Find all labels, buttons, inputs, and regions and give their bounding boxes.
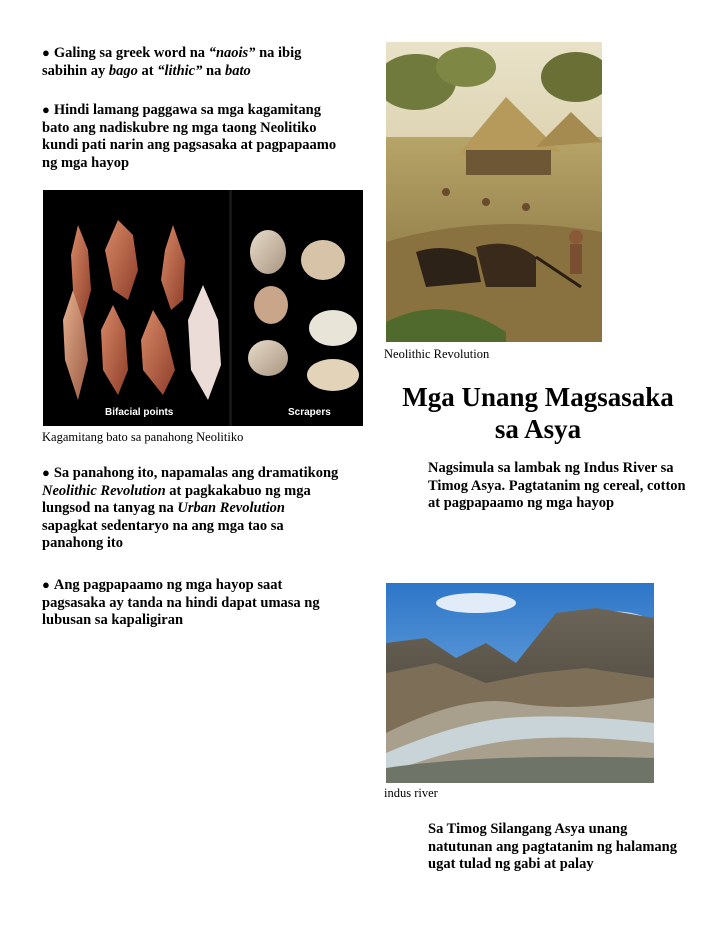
paragraph-hindi-lamang: ● Hindi lamang paggawa sa mga kagamitang bato ang nadiskubre ng mga taong Neolitiko kundi pati narin ang pagsasaka at pagpapaamo ng mga hayop <box>42 102 337 171</box>
indus-river-photo <box>386 583 654 783</box>
section-title: Mga Unang Magsasaka sa Asya <box>402 382 674 444</box>
label-scrapers: Scrapers <box>288 407 331 418</box>
neolithic-farming-painting <box>386 42 602 342</box>
bullet-icon: ● <box>42 45 50 60</box>
paragraph-naois: ● Galing sa greek word na “naois” na ibig sabihin ay bago at “lithic” na bato <box>42 45 302 79</box>
bullet-icon: ● <box>42 465 50 480</box>
caption-neolithic-revolution: Neolithic Revolution <box>384 347 490 361</box>
paragraph-timog-silangang-asya: Sa Timog Silangang Asya unang natutunan ang pagtatanim ng halamang ugat tulad ng gabi at palay <box>428 821 677 872</box>
paragraph-indus: Nagsimula sa lambak ng Indus River sa Timog Asya. Pagtatanim ng cereal, cotton at pagpapaamo ng mga hayop <box>428 460 686 511</box>
label-bifacial-points: Bifacial points <box>105 407 174 418</box>
paragraph-neolithic-revolution: ● Sa panahong ito, napamalas ang dramatikong Neolithic Revolution at pagkakabuo ng mga lungsod na tanyag na Urban Revolution sapagkat sedentaryo na ang mga tao sa panahong ito <box>42 465 339 551</box>
caption-indus-river: indus river <box>384 786 438 800</box>
paragraph-pagpapaamo: ● Ang pagpapaamo ng mga hayop saat pagsasaka ay tanda na hindi dapat umasa ng lubusan sa kapaligiran <box>42 577 320 628</box>
bullet-icon: ● <box>42 102 50 117</box>
stone-tools-image <box>43 190 363 426</box>
bullet-icon: ● <box>42 577 50 592</box>
caption-stone-tools: Kagamitang bato sa panahong Neolitiko <box>42 430 244 444</box>
